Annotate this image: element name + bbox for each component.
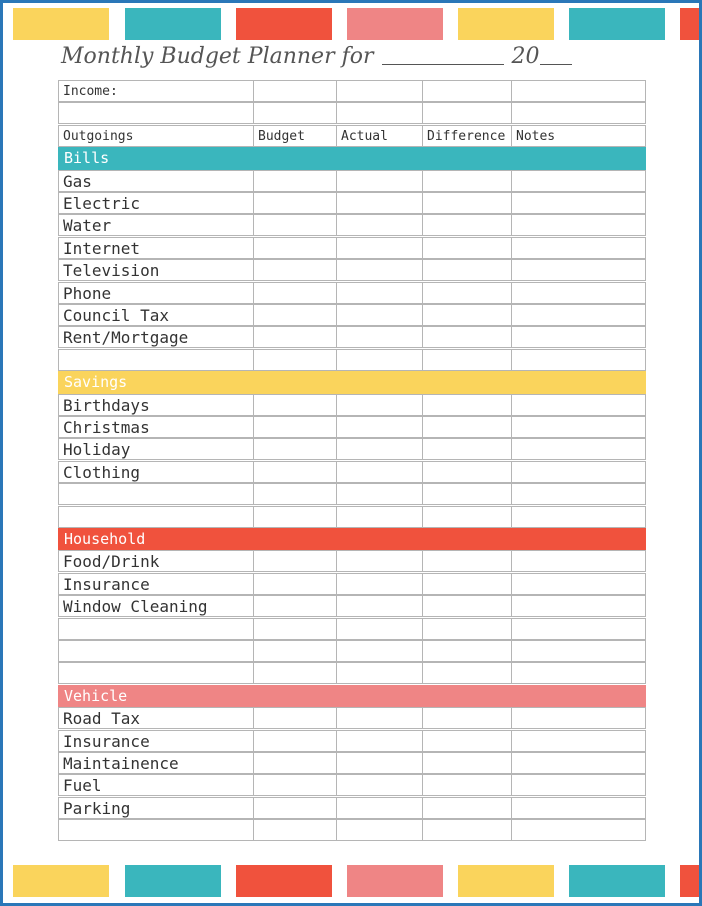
entry-cell[interactable] [511, 797, 646, 819]
row-label-cell[interactable]: Food/Drink [58, 550, 254, 572]
budget-item-row [58, 282, 645, 304]
budget-item-row [58, 595, 645, 617]
stripe-block [680, 8, 702, 40]
entry-cell[interactable] [253, 550, 337, 572]
entry-cell[interactable] [422, 102, 512, 124]
entry-cell[interactable] [336, 595, 423, 617]
blank-row [58, 349, 645, 371]
row-label-cell[interactable]: Maintainence [58, 752, 254, 774]
row-label-cell[interactable]: Christmas [58, 416, 254, 438]
row-label-cell[interactable] [58, 618, 254, 640]
entry-cell[interactable] [253, 730, 337, 752]
entry-cell[interactable] [422, 282, 512, 304]
stripe-block [236, 865, 332, 897]
budget-item-row [58, 550, 645, 572]
entry-cell[interactable] [336, 170, 423, 192]
entry-cell[interactable] [336, 506, 423, 528]
entry-cell[interactable] [253, 282, 337, 304]
entry-cell[interactable] [422, 326, 512, 348]
blank-row [58, 483, 645, 505]
entry-cell[interactable] [336, 416, 423, 438]
entry-cell[interactable] [253, 80, 337, 102]
row-label-cell[interactable]: Parking [58, 797, 254, 819]
budget-item-row [58, 774, 645, 796]
budget-item-row [58, 237, 645, 259]
entry-cell[interactable] [336, 214, 423, 236]
entry-cell[interactable] [422, 595, 512, 617]
entry-cell[interactable] [336, 102, 423, 124]
name-blank-line [382, 50, 504, 65]
entry-cell[interactable] [253, 326, 337, 348]
stripe-block [347, 865, 443, 897]
entry-cell[interactable] [336, 326, 423, 348]
budget-item-row [58, 214, 645, 236]
section-header: Savings [58, 371, 646, 394]
budget-item-row [58, 573, 645, 595]
stripe-block [236, 8, 332, 40]
row-label-cell[interactable]: Window Cleaning [58, 595, 254, 617]
entry-cell[interactable] [511, 730, 646, 752]
entry-cell[interactable] [336, 282, 423, 304]
entry-cell[interactable] [422, 707, 512, 729]
row-label-cell[interactable] [58, 819, 254, 841]
stripe-block [125, 865, 221, 897]
entry-cell[interactable] [511, 662, 646, 684]
budget-item-row [58, 461, 645, 483]
row-label-cell[interactable]: Council Tax [58, 304, 254, 326]
entry-cell[interactable] [336, 80, 423, 102]
entry-cell[interactable] [511, 394, 646, 416]
budget-item-row [58, 416, 645, 438]
entry-cell[interactable] [336, 640, 423, 662]
entry-cell[interactable] [253, 192, 337, 214]
entry-cell[interactable] [253, 752, 337, 774]
entry-cell[interactable] [253, 461, 337, 483]
entry-cell[interactable] [253, 618, 337, 640]
entry-cell[interactable] [336, 797, 423, 819]
entry-cell[interactable] [336, 304, 423, 326]
entry-cell[interactable] [253, 416, 337, 438]
income-row [58, 80, 645, 102]
entry-cell[interactable] [511, 80, 646, 102]
entry-cell[interactable] [422, 349, 512, 371]
entry-cell[interactable] [336, 707, 423, 729]
budget-item-row [58, 326, 645, 348]
entry-cell[interactable] [422, 774, 512, 796]
budget-item-row [58, 797, 645, 819]
entry-cell[interactable] [511, 707, 646, 729]
row-label-cell[interactable]: Birthdays [58, 394, 254, 416]
row-label-cell[interactable]: Electric [58, 192, 254, 214]
entry-cell[interactable] [422, 394, 512, 416]
entry-cell[interactable] [336, 259, 423, 281]
entry-cell[interactable] [253, 394, 337, 416]
entry-cell[interactable] [422, 438, 512, 460]
entry-cell[interactable]: Budget [253, 125, 337, 147]
entry-cell[interactable] [253, 573, 337, 595]
entry-cell[interactable] [336, 819, 423, 841]
row-label-cell[interactable]: Gas [58, 170, 254, 192]
entry-cell[interactable] [253, 640, 337, 662]
section-header: Vehicle [58, 685, 646, 708]
blank-row [58, 618, 645, 640]
entry-cell[interactable] [253, 102, 337, 124]
entry-cell[interactable] [511, 170, 646, 192]
entry-cell[interactable] [422, 304, 512, 326]
blank-row [58, 506, 645, 528]
entry-cell[interactable] [253, 707, 337, 729]
entry-cell[interactable]: Notes [511, 125, 646, 147]
entry-cell[interactable] [336, 662, 423, 684]
stripe-block [569, 8, 665, 40]
row-label-cell[interactable]: Fuel [58, 774, 254, 796]
entry-cell[interactable] [511, 192, 646, 214]
entry-cell[interactable] [422, 752, 512, 774]
entry-cell[interactable] [511, 819, 646, 841]
title-year-prefix: 20 [511, 44, 540, 69]
entry-cell[interactable] [422, 506, 512, 528]
entry-cell[interactable] [336, 483, 423, 505]
entry-cell[interactable] [422, 416, 512, 438]
entry-cell[interactable] [511, 237, 646, 259]
row-label-cell[interactable]: Road Tax [58, 707, 254, 729]
entry-cell[interactable] [422, 550, 512, 572]
row-label-cell[interactable] [58, 483, 254, 505]
budget-item-row [58, 752, 645, 774]
budget-item-row [58, 192, 645, 214]
section-header: Household [58, 528, 646, 551]
entry-cell[interactable] [422, 170, 512, 192]
entry-cell[interactable] [511, 573, 646, 595]
row-label-cell[interactable] [58, 102, 254, 124]
row-label-cell[interactable]: Insurance [58, 730, 254, 752]
entry-cell[interactable] [253, 506, 337, 528]
row-label-cell[interactable]: Income: [58, 80, 254, 102]
entry-cell[interactable] [422, 730, 512, 752]
entry-cell[interactable] [422, 797, 512, 819]
stripe-block [13, 865, 109, 897]
entry-cell[interactable] [511, 282, 646, 304]
entry-cell[interactable]: Actual [336, 125, 423, 147]
entry-cell[interactable] [511, 259, 646, 281]
entry-cell[interactable] [336, 550, 423, 572]
entry-cell[interactable] [253, 774, 337, 796]
stripe-block [458, 8, 554, 40]
entry-cell[interactable] [511, 618, 646, 640]
entry-cell[interactable] [253, 214, 337, 236]
year-blank-line [540, 50, 572, 65]
entry-cell[interactable] [336, 394, 423, 416]
page-title [61, 39, 661, 75]
stripe-block [569, 865, 665, 897]
entry-cell[interactable] [511, 640, 646, 662]
row-label-cell[interactable]: Clothing [58, 461, 254, 483]
entry-cell[interactable] [511, 416, 646, 438]
entry-cell[interactable] [336, 774, 423, 796]
budget-item-row [58, 730, 645, 752]
entry-cell[interactable] [253, 797, 337, 819]
entry-cell[interactable] [511, 102, 646, 124]
title-prefix: Monthly Budget Planner for [61, 44, 374, 69]
entry-cell[interactable] [511, 483, 646, 505]
entry-cell[interactable] [511, 506, 646, 528]
entry-cell[interactable] [253, 170, 337, 192]
top-color-stripe [3, 8, 702, 40]
entry-cell[interactable] [511, 304, 646, 326]
section-header: Bills [58, 147, 646, 170]
entry-cell[interactable] [253, 349, 337, 371]
row-label-cell[interactable]: Insurance [58, 573, 254, 595]
entry-cell[interactable] [511, 349, 646, 371]
row-label-cell[interactable] [58, 662, 254, 684]
income-value-row [58, 102, 645, 124]
entry-cell[interactable] [511, 595, 646, 617]
stripe-block [347, 8, 443, 40]
entry-cell[interactable] [336, 752, 423, 774]
entry-cell[interactable] [336, 438, 423, 460]
row-label-cell[interactable]: Water [58, 214, 254, 236]
row-label-cell[interactable] [58, 506, 254, 528]
entry-cell[interactable]: Difference [422, 125, 512, 147]
entry-cell[interactable] [422, 662, 512, 684]
entry-cell[interactable] [422, 80, 512, 102]
bottom-color-stripe [3, 865, 702, 897]
entry-cell[interactable] [336, 573, 423, 595]
row-label-cell[interactable] [58, 349, 254, 371]
row-label-cell[interactable]: Phone [58, 282, 254, 304]
entry-cell[interactable] [253, 237, 337, 259]
entry-cell[interactable] [422, 483, 512, 505]
blank-row [58, 662, 645, 684]
entry-cell[interactable] [253, 819, 337, 841]
entry-cell[interactable] [253, 483, 337, 505]
entry-cell[interactable] [511, 774, 646, 796]
row-label-cell[interactable]: Holiday [58, 438, 254, 460]
entry-cell[interactable] [422, 192, 512, 214]
row-label-cell[interactable]: Rent/Mortgage [58, 326, 254, 348]
entry-cell[interactable] [253, 595, 337, 617]
entry-cell[interactable] [511, 326, 646, 348]
entry-cell[interactable] [336, 461, 423, 483]
stripe-block [680, 865, 702, 897]
entry-cell[interactable] [422, 618, 512, 640]
stripe-block [458, 865, 554, 897]
row-label-cell[interactable]: Television [58, 259, 254, 281]
budget-item-row [58, 259, 645, 281]
stripe-block [125, 8, 221, 40]
entry-cell[interactable] [422, 237, 512, 259]
entry-cell[interactable] [336, 237, 423, 259]
entry-cell[interactable] [511, 550, 646, 572]
budget-item-row [58, 707, 645, 729]
entry-cell[interactable] [253, 662, 337, 684]
entry-cell[interactable] [511, 461, 646, 483]
budget-item-row [58, 394, 645, 416]
entry-cell[interactable] [511, 214, 646, 236]
entry-cell[interactable] [422, 819, 512, 841]
row-label-cell[interactable]: Outgoings [58, 125, 254, 147]
entry-cell[interactable] [336, 618, 423, 640]
blank-row [58, 640, 645, 662]
entry-cell[interactable] [253, 304, 337, 326]
budget-item-row [58, 304, 645, 326]
entry-cell[interactable] [422, 259, 512, 281]
column-header-row [58, 125, 645, 147]
entry-cell[interactable] [422, 461, 512, 483]
entry-cell[interactable] [336, 192, 423, 214]
entry-cell[interactable] [336, 349, 423, 371]
entry-cell[interactable] [422, 214, 512, 236]
budget-item-row [58, 170, 645, 192]
row-label-cell[interactable]: Internet [58, 237, 254, 259]
entry-cell[interactable] [422, 640, 512, 662]
entry-cell[interactable] [253, 259, 337, 281]
entry-cell[interactable] [511, 752, 646, 774]
entry-cell[interactable] [336, 730, 423, 752]
entry-cell[interactable] [253, 438, 337, 460]
row-label-cell[interactable] [58, 640, 254, 662]
entry-cell[interactable] [511, 438, 646, 460]
stripe-block [13, 8, 109, 40]
entry-cell[interactable] [422, 573, 512, 595]
blank-row [58, 819, 645, 841]
budget-item-row [58, 438, 645, 460]
